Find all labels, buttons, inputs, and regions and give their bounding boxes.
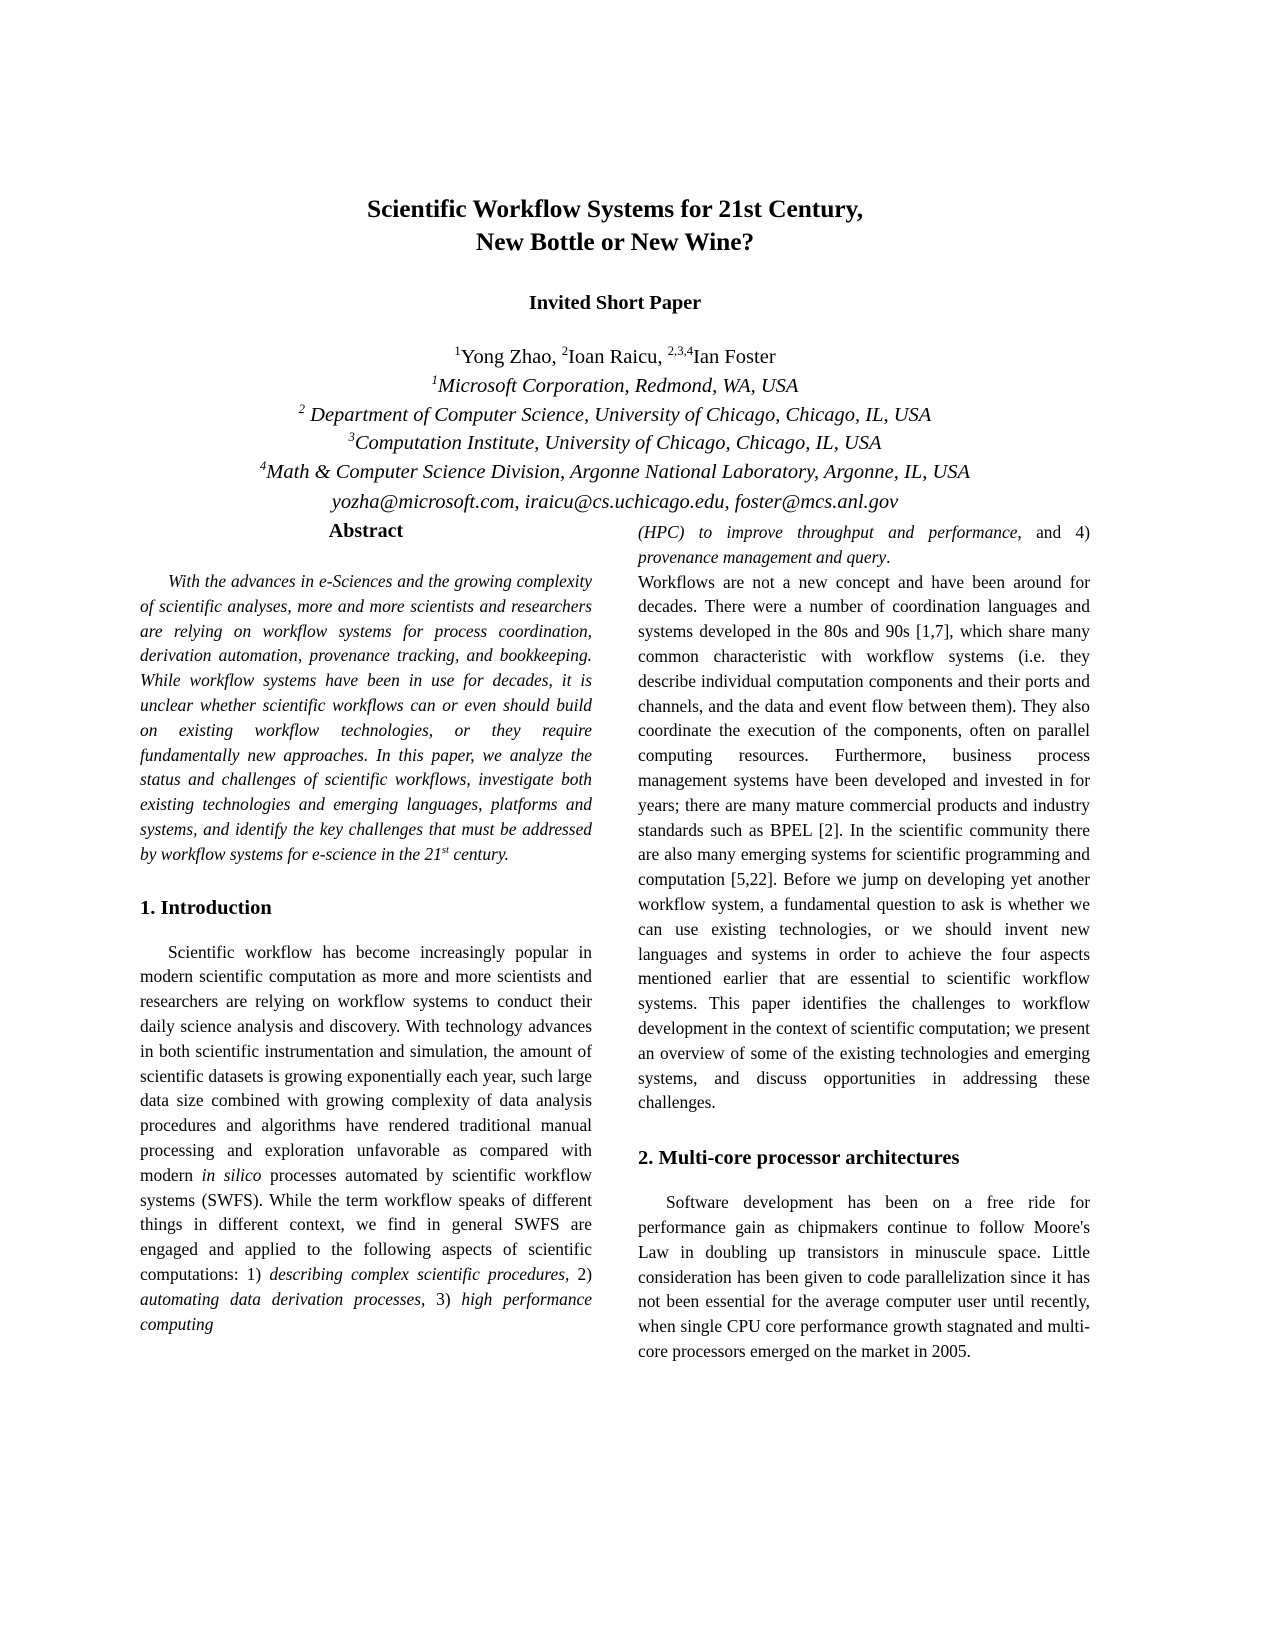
page-title xyxy=(140,0,1090,258)
affiliation-3 xyxy=(140,429,1090,458)
abstract-body xyxy=(140,569,592,867)
affiliation-1-text: Microsoft Corporation, Redmond, WA, USA xyxy=(437,374,799,397)
s1p2-text: Workflows are not a new concept and have been around for decades. There were a number of coordination languages and systems developed in the 80s and 90s [1,7], which share many common characteristic with workflow systems (i.e. they describe individual computation components and their ports and channels, and the data and event flow between them). They also coordinate the execution of the components, often on parallel computing resources. Furthermore, business process management systems have been developed and invested in for years; there are many mature commercial products and industry standards such as BPEL [2]. In the scientific community there are also many emerging systems for scientific programming and computation [5,22]. Before we jump on developing yet another workflow system, a fundamental question to ask is whether we can use existing technologies, or we should invent new languages and systems in order to achieve the four aspects mentioned earlier that are essential to scientific workflow systems. This paper identifies the challenges to workflow development in the context of scientific computation; we present an overview of some of the existing technologies and emerging systems, and discuss opportunities in addressing these challenges. xyxy=(638,571,1090,1113)
s1p1-italic-aspect-2: automating data derivation processes xyxy=(140,1288,421,1309)
author-1-name: Yong Zhao, xyxy=(460,346,562,369)
affiliation-2-marker: 2 xyxy=(298,401,306,416)
author-line xyxy=(140,343,1090,372)
abstract-heading: Abstract xyxy=(328,520,404,542)
affiliation-3-text: Computation Institute, University of Chicago, Chicago, IL, USA xyxy=(354,432,882,455)
affiliation-2-text: Department of Computer Science, University of Chicago, Chicago, IL, USA xyxy=(305,403,932,426)
section-1-paragraph-2 xyxy=(638,570,1090,1116)
abstract-text-part-2: century. xyxy=(449,843,509,864)
column-right xyxy=(638,520,1090,1364)
s1p1-f: . xyxy=(886,546,891,567)
author-3-name: Ian Foster xyxy=(693,346,776,369)
s1p1-a: Scientific workflow has become increasingly popular in modern scientific computation as more and more scientists and researchers are relying on workflow systems to conduct their daily science analysis and discovery. With technology advances in both scientific instrumentation and simulation, the amount of scientific datasets is growing exponentially each year, such large data size combined with growing complexity of data analysis procedures and algorithms have rendered traditional manual processing and exploration unfavorable as compared with modern xyxy=(140,941,592,1185)
authors-block xyxy=(140,315,1090,516)
paper-subtitle: Invited Short Paper xyxy=(528,292,702,315)
author-emails: yozha@microsoft.com, iraicu@cs.uchicago.edu, foster@mcs.anl.gov xyxy=(331,490,899,513)
column-left xyxy=(140,520,592,1364)
masthead xyxy=(140,0,1090,516)
section-1-paragraph-1-continued xyxy=(638,520,1090,570)
body-columns xyxy=(140,520,1090,1364)
abstract-ordinal-suffix: st xyxy=(441,843,450,856)
affiliation-4-marker: 4 xyxy=(259,459,267,474)
page-content xyxy=(140,0,1090,1361)
affiliation-2 xyxy=(140,401,1090,430)
author-1-marker: 1 xyxy=(454,344,461,359)
section-1-paragraph-1 xyxy=(140,940,592,1337)
s1p1-e: , and 4) xyxy=(1017,522,1090,542)
s1p1-c: 2) xyxy=(569,1263,592,1284)
s1p1-b: processes automated by scientific workflow systems (SWFS). While the term workflow speaks of different things in different context, we find in general SWFS are engaged and applied to the following aspects of scientific computations: 1) xyxy=(140,1164,592,1284)
abstract-text-part-1: With the advances in e-Sciences and the growing complexity of scientific analyses, more and more scientists and researchers are relying on workflow systems for process coordination, derivation automation, provenance tracking, and bookkeeping. While workflow systems have been in use for decades, it is unclear whether scientific workflows can or even should build on existing workflow technologies, or they require fundamentally new approaches. In this paper, we analyze the status and challenges of scientific workflows, investigate both existing technologies and emerging languages, platforms and systems, and identify the key challenges that must be addressed by workflow systems for e-science in the 21 xyxy=(140,571,592,864)
author-2-name: Ioan Raicu, xyxy=(568,346,668,369)
s1p1-italic-in-silico: in silico xyxy=(201,1164,262,1185)
author-2-marker: 2 xyxy=(561,344,569,359)
section-2-heading: 2. Multi-core processor architectures xyxy=(638,1147,960,1170)
s1p1-italic-aspect-4: provenance management and query xyxy=(638,546,887,567)
s1p1-italic-aspect-3-head: high performance computing xyxy=(140,1288,592,1334)
affiliation-3-marker: 3 xyxy=(348,430,355,445)
s1p1-d: , 3) xyxy=(420,1288,462,1309)
title-line-1: Scientific Workflow Systems for 21st Century, xyxy=(366,194,864,223)
affiliation-4 xyxy=(140,458,1090,487)
s1p1-italic-aspect-3: (HPC) to improve throughput and performance xyxy=(638,522,1018,542)
title-line-2: New Bottle or New Wine? xyxy=(475,227,755,257)
affiliation-4-text: Math & Computer Science Division, Argonne National Laboratory, Argonne, IL, USA xyxy=(266,461,971,484)
affiliation-1-marker: 1 xyxy=(431,373,438,388)
affiliation-1 xyxy=(140,372,1090,401)
section-1-heading: 1. Introduction xyxy=(140,896,272,919)
s1p1-italic-aspect-1: describing complex scientific procedures, xyxy=(269,1263,570,1284)
author-3-marker: 2,3,4 xyxy=(667,344,694,359)
section-2-paragraph-1: Software development has been on a free ride for performance gain as chipmakers continue to follow Moore's Law in doubling up transistors in minuscule space. Little consideration has been given to code parallelization since it has not been essential for the average computer user until recently, when single CPU core performance growth stagnated and multi-core processors emerged on the market in 2005. xyxy=(638,1192,1090,1361)
